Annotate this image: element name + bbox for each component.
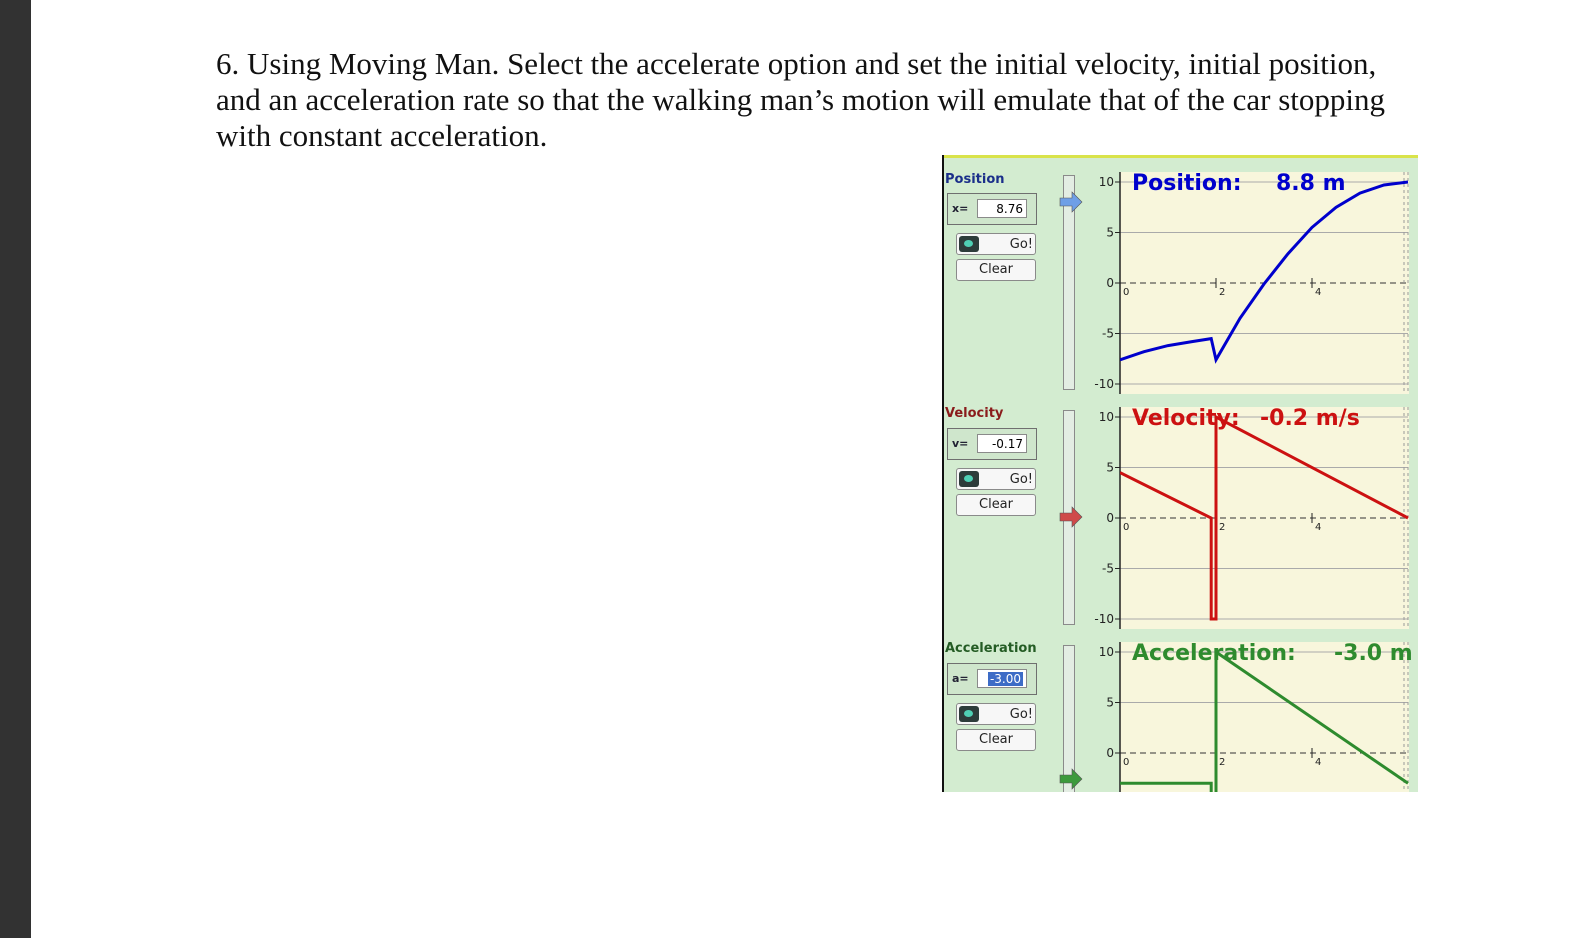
- acceleration-y-tick-label: 5: [1106, 695, 1114, 710]
- acceleration-clear-button[interactable]: Clear: [956, 729, 1036, 751]
- velocity-readout: -0.2 m/s: [1260, 406, 1360, 431]
- position-x-tick-label: 4: [1315, 287, 1322, 298]
- left-dark-bar: [0, 0, 31, 938]
- position-var-label: x=: [952, 202, 969, 215]
- acceleration-input-value: -3.00: [989, 672, 1021, 686]
- position-graph-label: Position:: [1132, 171, 1242, 196]
- velocity-y-tick-label: 0: [1106, 511, 1114, 525]
- position-y-tick-label: 10: [1098, 175, 1114, 189]
- position-input[interactable]: 8.76: [977, 199, 1027, 218]
- acceleration-x-tick-label: 4: [1315, 757, 1322, 768]
- question-text: 6. Using Moving Man. Select the accelerate option and set the initial velocity, initial position, and an acceleration rate so that the walking man’s motion will emulate that of the car stopping with constant acceleration.: [216, 46, 1386, 153]
- position-readout: 8.8 m: [1276, 171, 1346, 196]
- velocity-y-tick-label: -5: [1102, 561, 1114, 576]
- velocity-clear-button[interactable]: Clear: [956, 494, 1036, 516]
- velocity-graph-label: Velocity:: [1132, 406, 1240, 431]
- acceleration-y-tick-label: 0: [1106, 746, 1114, 760]
- velocity-x-tick-label: 2: [1219, 522, 1226, 533]
- velocity-x-tick-label: 0: [1123, 522, 1130, 533]
- graphs-svg: [942, 155, 1418, 792]
- acceleration-panel-title: Acceleration: [945, 641, 1037, 656]
- position-clear-button[interactable]: Clear: [956, 259, 1036, 281]
- acceleration-go-label: Go!: [1009, 707, 1033, 722]
- acceleration-x-tick-label: 0: [1123, 757, 1130, 768]
- velocity-panel-title: Velocity: [945, 406, 1004, 421]
- velocity-y-tick-label: 10: [1098, 410, 1114, 424]
- acceleration-readout: -3.0 m: [1334, 641, 1413, 666]
- moving-man-simulation: [942, 155, 1418, 792]
- acceleration-y-tick-label: 10: [1098, 645, 1114, 659]
- acceleration-slider-arrow: [1060, 769, 1082, 789]
- position-y-tick-label: 5: [1106, 225, 1114, 240]
- acceleration-series-line: [1120, 652, 1408, 792]
- acceleration-x-tick-label: 2: [1219, 757, 1226, 768]
- velocity-input[interactable]: -0.17: [977, 434, 1027, 453]
- velocity-slider-arrow: [1060, 507, 1082, 527]
- position-slider-arrow: [1060, 192, 1082, 212]
- position-y-tick-label: 0: [1106, 276, 1114, 290]
- acceleration-graph-label: Acceleration:: [1132, 641, 1296, 666]
- acceleration-var-label: a=: [952, 672, 969, 685]
- velocity-x-tick-label: 4: [1315, 522, 1322, 533]
- position-x-tick-label: 2: [1219, 287, 1226, 298]
- position-panel-title: Position: [945, 172, 1005, 187]
- position-go-label: Go!: [1009, 237, 1033, 252]
- position-y-tick-label: -5: [1102, 326, 1114, 341]
- velocity-go-label: Go!: [1009, 472, 1033, 487]
- position-y-tick-label: -10: [1094, 377, 1114, 391]
- position-x-tick-label: 0: [1123, 287, 1130, 298]
- velocity-var-label: v=: [952, 437, 969, 450]
- velocity-y-tick-label: 5: [1106, 460, 1114, 475]
- velocity-y-tick-label: -10: [1094, 612, 1114, 626]
